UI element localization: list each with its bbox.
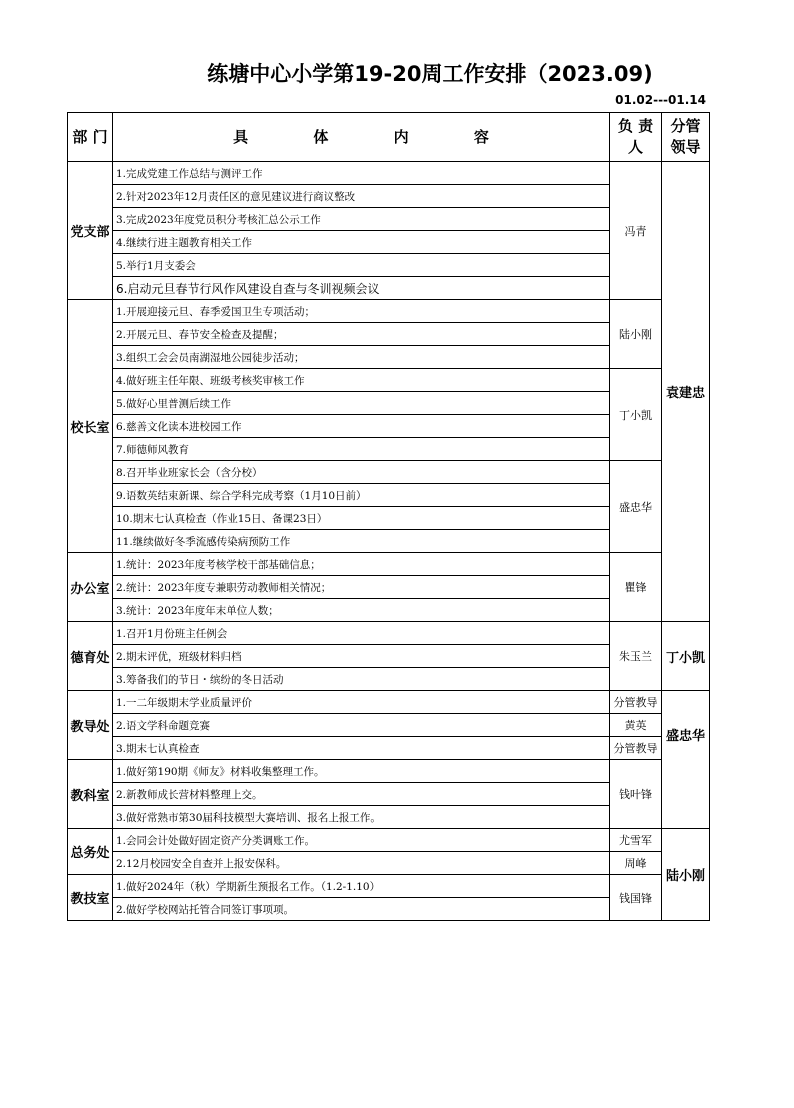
header-person: 负 责人 bbox=[610, 113, 662, 162]
task-item: 2.语文学科命题竞赛 bbox=[113, 714, 610, 737]
responsible-person: 盛忠华 bbox=[610, 461, 662, 553]
task-item: 2.做好学校网站托管合同签订事项项。 bbox=[113, 898, 610, 921]
responsible-person: 黄英 bbox=[610, 714, 662, 737]
task-item: 2.针对2023年12月责任区的意见建议进行商议整改 bbox=[113, 185, 610, 208]
task-item: 6.慈善文化读本进校园工作 bbox=[113, 415, 610, 438]
responsible-person: 尤雪军 bbox=[610, 829, 662, 852]
dept-name: 教导处 bbox=[68, 691, 113, 760]
responsible-person: 瞿锋 bbox=[610, 553, 662, 622]
task-item: 3.统计：2023年度年末单位人数； bbox=[113, 599, 610, 622]
dept-name: 教科室 bbox=[68, 760, 113, 829]
task-item: 4.继续行进主题教育相关工作 bbox=[113, 231, 610, 254]
task-item: 1.召开1月份班主任例会 bbox=[113, 622, 610, 645]
date-range: 01.02---01.14 bbox=[615, 93, 706, 107]
responsible-person: 丁小凯 bbox=[610, 369, 662, 461]
task-item: 5.做好心里普测后续工作 bbox=[113, 392, 610, 415]
header-content: 具 体 内 容 bbox=[113, 113, 610, 162]
task-item: 3.做好常熟市第30届科技模型大赛培训、报名上报工作。 bbox=[113, 806, 610, 829]
task-item: 5.举行1月支委会 bbox=[113, 254, 610, 277]
responsible-person: 冯青 bbox=[610, 162, 662, 300]
task-item: 3.期末七认真检查 bbox=[113, 737, 610, 760]
task-item: 1.会同会计处做好固定资产分类调账工作。 bbox=[113, 829, 610, 852]
task-item: 8.召开毕业班家长会（含分校） bbox=[113, 461, 610, 484]
task-item: 2.开展元旦、春节安全检查及提醒； bbox=[113, 323, 610, 346]
task-item: 3.筹备我们的节日・缤纷的冬日活动 bbox=[113, 668, 610, 691]
header-leader: 分管领导 bbox=[662, 113, 710, 162]
leader-name: 盛忠华 bbox=[662, 691, 710, 829]
task-item: 11.继续做好冬季流感传染病预防工作 bbox=[113, 530, 610, 553]
task-item: 6.启动元旦春节行风作风建设自查与冬训视频会议 bbox=[113, 277, 610, 300]
schedule-table bbox=[67, 112, 710, 921]
task-item: 1.统计：2023年度考核学校干部基础信息； bbox=[113, 553, 610, 576]
dept-name: 党支部 bbox=[68, 162, 113, 300]
leader-name: 袁建忠 bbox=[662, 162, 710, 622]
header-dept: 部 门 bbox=[68, 113, 113, 162]
dept-name: 办公室 bbox=[68, 553, 113, 622]
responsible-person: 周峰 bbox=[610, 852, 662, 875]
task-item: 7.师德师风教育 bbox=[113, 438, 610, 461]
responsible-person: 钱国锋 bbox=[610, 875, 662, 921]
task-item: 1.一二年级期末学业质量评价 bbox=[113, 691, 610, 714]
responsible-person: 陆小刚 bbox=[610, 300, 662, 369]
task-item: 1.开展迎接元旦、春季爱国卫生专项活动； bbox=[113, 300, 610, 323]
task-item: 1.完成党建工作总结与测评工作 bbox=[113, 162, 610, 185]
task-item: 9.语数英结束新课、综合学科完成考察（1月10日前） bbox=[113, 484, 610, 507]
responsible-person: 朱玉兰 bbox=[610, 622, 662, 691]
dept-name: 校长室 bbox=[68, 300, 113, 553]
task-item: 3.完成2023年度党员积分考核汇总公示工作 bbox=[113, 208, 610, 231]
responsible-person: 分管教导 bbox=[610, 691, 662, 714]
leader-name: 陆小刚 bbox=[662, 829, 710, 921]
task-item: 2.12月校园安全自查并上报安保科。 bbox=[113, 852, 610, 875]
task-item: 1.做好2024年（秋）学期新生预报名工作。（1.2-1.10） bbox=[113, 875, 610, 898]
leader-name: 丁小凯 bbox=[662, 622, 710, 691]
task-item: 3.组织工会会员南湖湿地公园徒步活动； bbox=[113, 346, 610, 369]
responsible-person: 分管教导 bbox=[610, 737, 662, 760]
task-item: 4.做好班主任年限、班级考核奖审核工作 bbox=[113, 369, 610, 392]
task-item: 1.做好第190期《师友》材料收集整理工作。 bbox=[113, 760, 610, 783]
task-item: 2.新教师成长营材料整理上交。 bbox=[113, 783, 610, 806]
responsible-person: 钱叶锋 bbox=[610, 760, 662, 829]
task-item: 2.统计：2023年度专兼职劳动教师相关情况； bbox=[113, 576, 610, 599]
task-item: 10.期末七认真检查（作业15日、备课23日） bbox=[113, 507, 610, 530]
dept-name: 总务处 bbox=[68, 829, 113, 875]
task-item: 2.期末评优，班级材料归档 bbox=[113, 645, 610, 668]
dept-name: 教技室 bbox=[68, 875, 113, 921]
page-title: 练塘中心小学第19-20周工作安排（2023.09) bbox=[207, 62, 653, 86]
dept-name: 德育处 bbox=[68, 622, 113, 691]
